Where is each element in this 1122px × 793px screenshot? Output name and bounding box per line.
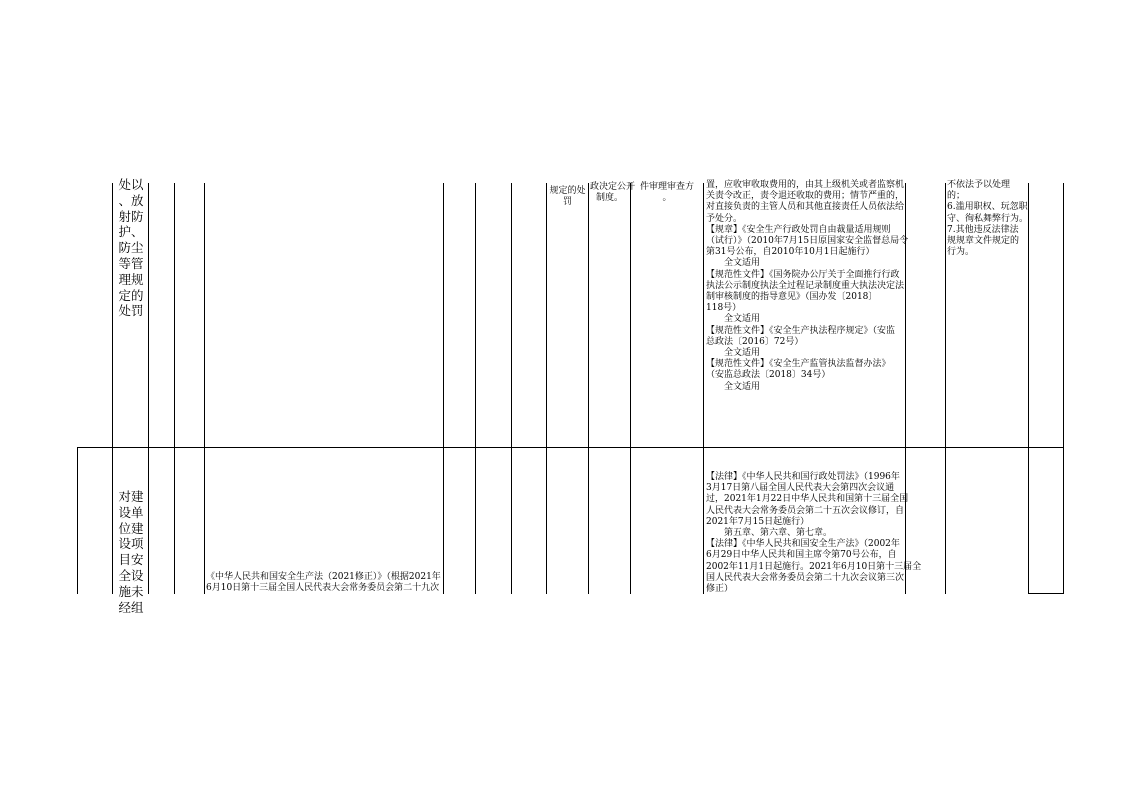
text-line: 射防: [118, 208, 144, 224]
grid-line: [174, 183, 175, 594]
text-line: 6.滥用职权、玩忽职: [947, 202, 1028, 213]
text-line: 制度。: [595, 193, 623, 204]
text-line: 件审理审查方: [639, 182, 694, 192]
text-line: 的；: [947, 191, 966, 202]
text-line: 规定的处: [549, 186, 586, 196]
grid-line: [1063, 183, 1064, 594]
grid-line: [511, 183, 512, 594]
text-line: 2021年7月15日起施行）: [706, 516, 810, 527]
text-line: 3月17日第八届全国人民代表大会第四次会议通: [706, 483, 895, 494]
text-line: 6月29日中华人民共和国主席令第70号公布，自: [706, 550, 897, 561]
text-line: 防尘: [118, 240, 144, 256]
text-line: （试行）》（2010年7月15日原国家安全监督总局令: [706, 236, 909, 247]
text-line: 予处分。: [706, 213, 743, 224]
text-line: 【法律】《中华人民共和国行政处罚法》（1996年: [706, 472, 900, 482]
text-line: 对建: [118, 489, 144, 504]
text-line: 全文适用: [706, 348, 761, 359]
row2-legal-basis: [706, 472, 922, 595]
text-line: 政决定公开: [590, 182, 636, 192]
text-line: 行为。: [947, 247, 975, 258]
row1-legal-basis: [706, 180, 909, 446]
text-line: 置，应收审收取费用的，由其上级机关或者监察机: [706, 180, 905, 190]
text-line: 位建: [118, 520, 144, 536]
text-line: 第五章、第六章、第七章。: [706, 528, 833, 539]
text-line: 制审核制度的指导意见》（国办发〔2018〕: [706, 292, 878, 303]
text-line: 【规范性文件】《安全生产执法程序规定》（安监: [706, 325, 896, 336]
grid-line: [475, 183, 476, 594]
text-line: 。: [662, 193, 672, 204]
text-line: 6月10日第十三届全国人民代表大会常务委员会第二十九次: [206, 583, 440, 594]
text-line: 施未: [118, 583, 144, 599]
row2-content: [206, 572, 442, 594]
text-line: 《中华人民共和国安全生产法（2021修正）》（根据2021年: [206, 572, 441, 582]
row1-penalty-ref: [548, 186, 587, 208]
row1-publicity-system: [590, 182, 636, 204]
text-line: 全文适用: [706, 381, 761, 392]
text-line: 定的: [118, 287, 144, 303]
text-line: 等管: [118, 255, 144, 271]
text-line: 全文适用: [706, 314, 761, 325]
row1-category: [116, 177, 146, 319]
text-line: 修正）: [706, 584, 734, 595]
text-line: 护、: [118, 224, 144, 240]
grid-line: [443, 183, 444, 594]
text-line: 国人民代表大会常务委员会第二十九次会议第三次: [706, 572, 905, 583]
text-line: 【规范性文件】《国务院办公厅关于全面推行行政: [706, 269, 900, 280]
text-line: 总政法〔2016〕72号）: [706, 336, 804, 347]
text-line: 设项: [118, 536, 144, 552]
grid-line: [1028, 593, 1063, 594]
text-line: 规规章文件规定的: [947, 236, 1020, 247]
text-line: 不依法予以处理: [947, 180, 1011, 190]
text-line: 罚: [562, 197, 572, 208]
text-line: 处以: [118, 177, 144, 192]
text-line: 目安: [118, 552, 144, 568]
text-line: 、放: [118, 192, 144, 208]
text-line: 理规: [118, 271, 144, 287]
text-line: 118号）: [706, 303, 742, 314]
text-line: 过，2021年1月22日中华人民共和国第十三届全国: [706, 494, 909, 505]
grid-line: [1028, 183, 1029, 594]
text-line: 【规范性文件】《安全生产监管执法监督办法》: [706, 359, 891, 370]
grid-line: [77, 447, 1063, 448]
text-line: 2002年11月1日起施行。2021年6月10日第十三届全: [706, 561, 922, 572]
row1-review-method: [632, 182, 702, 204]
text-line: 关责令改正，责令退还收取的费用；情节严重的，: [706, 191, 905, 202]
text-line: 全设: [118, 567, 144, 583]
row1-duty-items: [947, 180, 1027, 258]
text-line: 7.其他违反法律法: [947, 224, 1019, 235]
text-line: 【法律】《中华人民共和国安全生产法》（2002年: [706, 539, 900, 550]
text-line: 处罚: [118, 303, 144, 319]
grid-line: [703, 183, 704, 594]
text-line: 全文适用: [706, 258, 761, 269]
grid-line: [77, 447, 78, 594]
text-line: 经组: [118, 599, 144, 615]
grid-line: [204, 183, 205, 594]
text-line: 【规章】《安全生产行政处罚自由裁量适用规则: [706, 224, 891, 235]
grid-line: [630, 183, 631, 594]
grid-line: [588, 183, 589, 594]
grid-line: [148, 183, 149, 594]
text-line: 设单: [118, 504, 144, 520]
text-line: 守、徇私舞弊行为。: [947, 213, 1029, 224]
text-line: 执法公示制度执法全过程记录制度重大执法决定法: [706, 280, 905, 291]
text-line: 对直接负责的主管人员和其他直接责任人员依法给: [706, 202, 905, 213]
grid-line: [546, 183, 547, 594]
text-line: 人民代表大会常务委员会第二十五次会议修订，自: [706, 505, 905, 516]
text-line: （安监总政法〔2018〕34号）: [706, 370, 831, 381]
text-line: 第31号公布，自2010年10月1日起施行）: [706, 247, 875, 258]
grid-line: [945, 183, 946, 594]
row2-category: [116, 489, 146, 615]
grid-line: [112, 183, 113, 594]
